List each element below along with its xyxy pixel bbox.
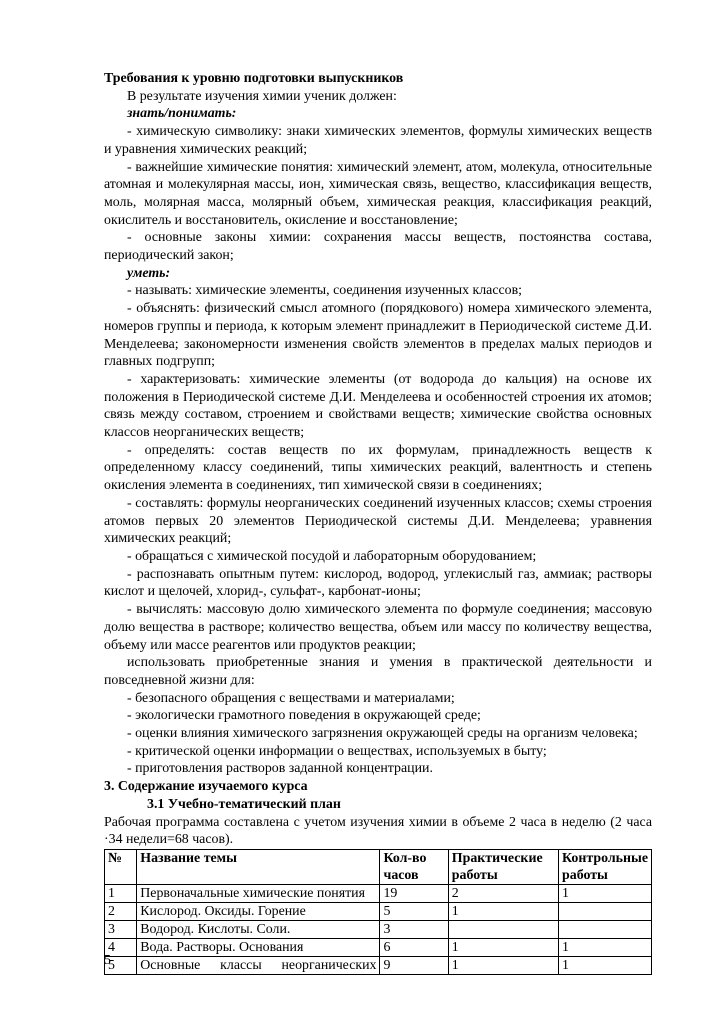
cell-practical xyxy=(448,920,558,938)
cell-topic: Первоначальные химические понятия xyxy=(137,884,380,902)
table-row xyxy=(105,884,652,902)
cell-control xyxy=(559,920,652,938)
cell-topic: Вода. Растворы. Основания xyxy=(137,938,380,956)
cell-control: 1 xyxy=(559,884,652,902)
cell-topic: Кислород. Оксиды. Горение xyxy=(137,902,380,920)
cell-hours: 3 xyxy=(380,920,448,938)
cell-topic: Водород. Кислоты. Соли. xyxy=(137,920,380,938)
header-topic: Название темы xyxy=(137,849,380,884)
requirements-heading: Требования к уровню подготовки выпускников xyxy=(104,71,404,86)
cell-number: 5 xyxy=(105,956,137,974)
can-item: - экологически грамотного поведения в окружающей среде; xyxy=(127,708,481,724)
page-number: 5 xyxy=(104,953,111,968)
course-subheading: 3.1 Учебно-тематический план xyxy=(147,796,341,812)
can-item: - определять: состав веществ по их формулам, принадлежность веществ к определенному классу соединений, типы химических реакций, валентность и степень окисления элемента в соединениях, тип химической связи в соединениях; xyxy=(104,442,652,494)
thematic-plan-table xyxy=(104,849,652,975)
table-row xyxy=(105,956,652,974)
header-number: № xyxy=(105,849,137,884)
know-item: - важнейшие химические понятия: химический элемент, атом, молекула, относительные атомная и молекулярная массы, ион, химическая связь, вещество, классификация веществ, моль, молярная масса, молярный объем, химическая реакция, классификация реакций, окислитель и восстановитель, окисление и восстановление; xyxy=(104,159,652,228)
know-label: знать/понимать: xyxy=(127,106,237,122)
cell-topic: Основные классы неорганических xyxy=(137,956,380,974)
cell-hours: 6 xyxy=(380,938,448,956)
cell-number: 4 xyxy=(105,938,137,956)
can-item: - обращаться с химической посудой и лабораторным оборудованием; xyxy=(127,548,537,564)
cell-control xyxy=(559,902,652,920)
can-item: - вычислять: массовую долю химического элемента по формуле соединения; массовую долю вещества в растворе; количество вещества, объем или массу по количеству вещества, объему или массе реагентов или продуктов реакции; xyxy=(104,602,652,653)
can-item: - критической оценки информации о веществах, используемых в быту; xyxy=(127,743,547,759)
header-hours: Кол-во часов xyxy=(380,849,448,884)
course-heading: 3. Содержание изучаемого курса xyxy=(104,779,308,795)
header-control: Контрольные работы xyxy=(559,849,652,884)
table-header-row xyxy=(105,849,652,884)
header-practical: Практические работы xyxy=(448,849,558,884)
can-item: - безопасного обращения с веществами и материалами; xyxy=(127,690,455,706)
know-item: - химическую символику: знаки химических элементов, формулы химических веществ и уравнения химических реакций; xyxy=(104,124,652,157)
can-item: - составлять: формулы неорганических соединений изученных классов; схемы строения атомов первых 20 элементов Периодической системы Д.И. Менделеева; уравнения химических реакций; xyxy=(104,495,652,547)
cell-practical: 1 xyxy=(448,938,558,956)
course-intro: Рабочая программа составлена с учетом изучения химии в объеме 2 часа в неделю (2 часа ·34 недели=68 часов). xyxy=(104,814,652,848)
cell-number: 3 xyxy=(105,920,137,938)
can-item: - объяснять: физический смысл атомного (порядкового) номера химического элемента, номеров группы и периода, к которым элемент принадлежит в Периодической системе Д.И. Менделеева; закономерности изменения свойств элементов в пределах малых периодов и главных подгрупп; xyxy=(104,301,652,370)
can-item: - характеризовать: химические элементы (от водорода до кальция) на основе их положения в Периодической системе Д.И. Менделеева и особенностей строения их атомов; связь между составом, строением и свойствами веществ; химические свойства основных классов неорганических веществ; xyxy=(104,371,652,441)
document-page xyxy=(104,70,652,975)
can-item: - оценки влияния химического загрязнения окружающей среды на организм человека; xyxy=(127,726,638,742)
cell-control: 1 xyxy=(559,956,652,974)
cell-control: 1 xyxy=(559,938,652,956)
cell-hours: 9 xyxy=(380,956,448,974)
can-item: - называть: химические элементы, соединения изученных классов; xyxy=(127,283,523,299)
cell-number: 2 xyxy=(105,902,137,920)
can-item: - распознавать опытным путем: кислород, водород, углекислый газ, аммиак; растворы кислот и щелочей, хлорид-, сульфат-, карбонат-ионы; xyxy=(104,566,652,600)
know-item: - основные законы химии: сохранения массы веществ, постоянства состава, периодический закон; xyxy=(104,230,652,264)
cell-practical: 1 xyxy=(448,902,558,920)
cell-practical: 2 xyxy=(448,884,558,902)
table-row xyxy=(105,938,652,956)
can-item: использовать приобретенные знания и умения в практической деятельности и повседневной жизни для: xyxy=(104,655,652,688)
requirements-intro: В результате изучения химии ученик должен: xyxy=(127,88,397,104)
cell-hours: 5 xyxy=(380,902,448,920)
cell-number: 1 xyxy=(105,884,137,902)
table-row xyxy=(105,902,652,920)
can-label: уметь: xyxy=(127,265,171,281)
cell-hours: 19 xyxy=(380,884,448,902)
table-row xyxy=(105,920,652,938)
cell-practical: 1 xyxy=(448,956,558,974)
can-item: - приготовления растворов заданной концентрации. xyxy=(127,761,433,777)
